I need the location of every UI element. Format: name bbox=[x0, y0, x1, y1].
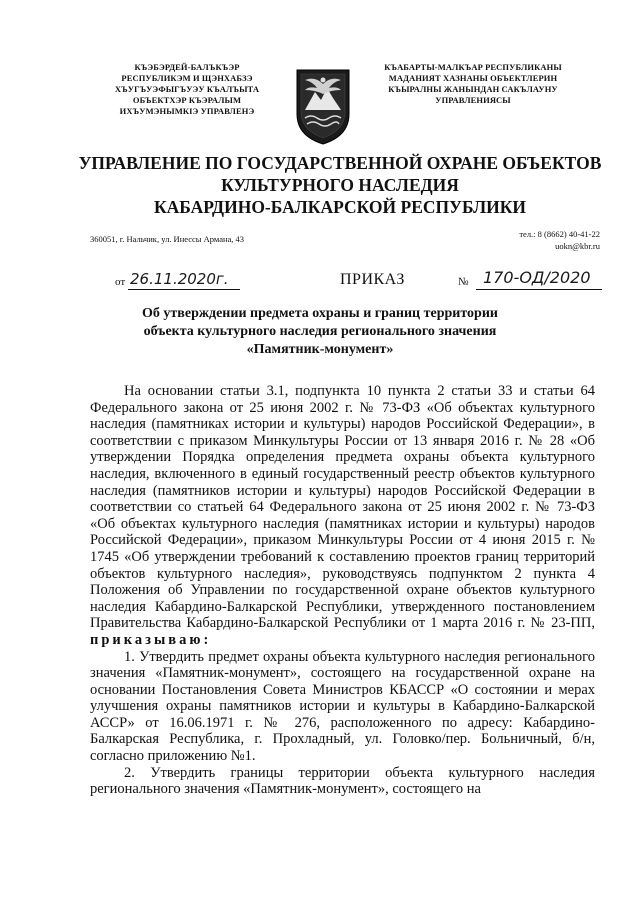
org-title-line: УПРАВЛЕНИЕ ПО ГОСУДАРСТВЕННОЙ ОХРАНЕ ОБЪЕКТОВ bbox=[78, 153, 602, 173]
header-left-line: КЪЭБЭРДЕЙ-БАЛЪКЪЭР bbox=[134, 62, 240, 72]
number-underline bbox=[476, 289, 602, 290]
date-underline bbox=[128, 289, 240, 290]
coat-of-arms-emblem bbox=[293, 66, 353, 146]
org-title-line: КУЛЬТУРНОГО НАСЛЕДИЯ bbox=[221, 175, 459, 195]
handwritten-date: 26.11.2020г. bbox=[130, 270, 229, 288]
date-prefix: от bbox=[115, 276, 126, 288]
phone-text: тел.: 8 (8662) 40-41-22 bbox=[519, 229, 600, 239]
address-text: 360051, г. Нальчик, ул. Инессы Армана, 43 bbox=[90, 234, 245, 244]
header-left-line: ОБЪЕКТХЭР КЪЭРАЛЫМ bbox=[132, 95, 242, 105]
header-left-line: ХЪУГЪУЭФЫГЪУЭУ КЪАЛЪЫТА bbox=[114, 84, 260, 94]
handwritten-order-number: 170-ОД/2020 bbox=[483, 268, 591, 287]
header-right-line: УПРАВЛЕНИЯСЫ bbox=[435, 95, 511, 105]
preamble-text: На основании статьи 3.1, подпункта 10 пункта 2 статьи 33 и статьи 64 Федерального закона от 25 июня 2002 г. № 73-ФЗ «Об объектах культурного наследия (памятниках истории и культуры) народов Российской Федерации», в соответствии с приказом Минкультуры России от 13 января 2016 г. № 28 «Об утверждении Порядка определения предмета охраны объекта культурного наследия, включенного в единый государственный реестр объектов культурного наследия (памятников истории и культуры) народов Российской Федерации в соответствии со статьей 64 Федерального закона от 25 июня 2002 г. № 73-ФЗ «Об объектах культурного наследия (памятниках истории и культуры) народов Российской Федерации», приказом Минкультуры России от 4 июня 2015 г. № 1745 «Об утверждении требований к составлению проектов границ территорий объектов культурного наследия», руководствуясь подпунктом 2 пункта 4 Положения об Управлении по государственной охране объектов культурного наследия Кабардино-Балкарской Республики, утвержденного постановлением Правительства Кабардино-Балкарской Республики от 1 марта 2016 г. № 23-ПП, bbox=[90, 383, 595, 632]
email-text: uokn@kbr.ru bbox=[555, 241, 600, 251]
org-title-line: КАБАРДИНО-БАЛКАРСКОЙ РЕСПУБЛИКИ bbox=[153, 197, 527, 217]
order-body bbox=[90, 383, 595, 798]
header-left-line: РЕСПУБЛИКЭМ И ЩЭНХАБЗЭ bbox=[121, 73, 253, 83]
organization-title bbox=[60, 152, 620, 218]
order-word: приказываю: bbox=[90, 631, 212, 648]
order-subject bbox=[80, 305, 560, 359]
number-prefix: № bbox=[458, 276, 469, 288]
header-right-line: КЪАБАРТЫ-МАЛКЪАР РЕСПУБЛИКАНЫ bbox=[384, 62, 562, 72]
subject-line: Об утверждении предмета охраны и границ территории bbox=[142, 306, 498, 321]
contact-block bbox=[519, 228, 600, 252]
preamble-paragraph bbox=[90, 383, 595, 649]
subject-line: «Памятник-монумент» bbox=[246, 342, 394, 357]
item-2-paragraph: 2. Утвердить границы территории объекта культурного наследия регионального значения «Памятник-монумент», состоящего на bbox=[90, 764, 595, 798]
header-left-block bbox=[92, 62, 282, 117]
subject-line: объекта культурного наследия регионального значения bbox=[143, 324, 497, 339]
header-right-block bbox=[378, 62, 568, 106]
header-left-line: ИХЪУМЭНЫМКIЭ УПРАВЛЕНЭ bbox=[119, 106, 255, 116]
header-right-line: МАДАНИЯТ ХАЗНАНЫ ОБЪЕКТЛЕРИН bbox=[388, 73, 558, 83]
order-header-row bbox=[0, 268, 640, 294]
header-right-line: КЪЫРАЛНЫ ЖАНЫНДАН САКЪЛАУНУ bbox=[388, 84, 558, 94]
order-title: ПРИКАЗ bbox=[340, 271, 405, 288]
item-1-paragraph: 1. Утвердить предмет охраны объекта культурного наследия регионального значения «Памятник-монумент», состоящего на государственной охране на основании Постановления Совета Министров КБАССР «О состоянии и мерах улучшения охраны памятников истории и культуры в Кабардино-Балкарской АССР» от 16.06.1971 г. № 276, расположенного по адресу: Кабардино-Балкарская Республика, г. Прохладный, ул. Головко/пер. Больничный, б/н, согласно приложению №1. bbox=[90, 648, 595, 765]
